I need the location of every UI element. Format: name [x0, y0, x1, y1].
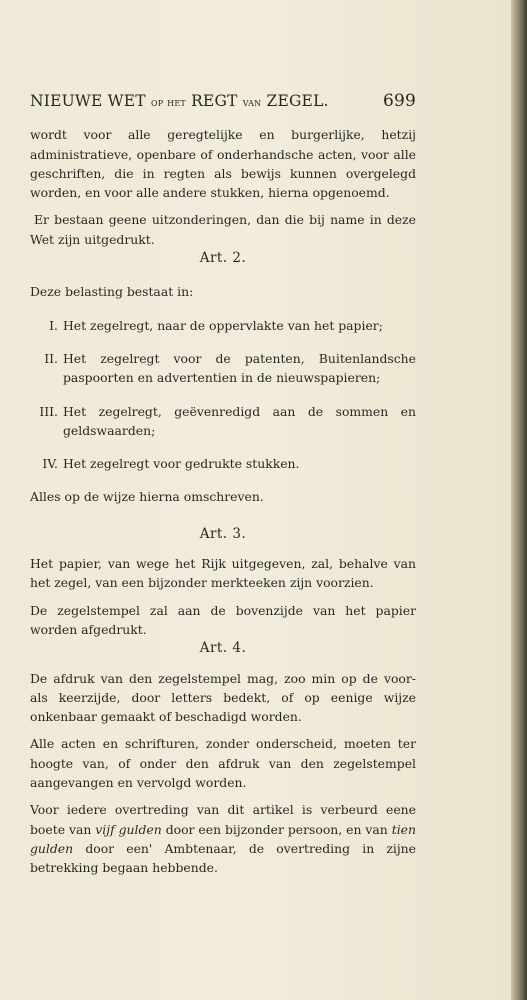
title-part: NIEUWE WET	[30, 92, 146, 110]
item-text: Het zegelregt, naar de oppervlakte van het papier;	[63, 317, 383, 333]
italic-amount: tien gulden	[30, 821, 416, 856]
book-spine	[511, 0, 527, 1000]
title-part: op het	[150, 95, 186, 109]
paragraph: De zegelstempel zal aan de bovenzijde van het papier worden afgedrukt.	[30, 602, 416, 637]
paragraph: De afdruk van den zegelstempel mag, zoo min op de voor- als keerzijde, door letters bedekt, of op eenige wijze onkenbaar gemaakt of beschadigd worden.	[30, 670, 416, 725]
paragraph: Alles op de wijze hierna omschreven.	[30, 489, 264, 505]
item-text: Het zegelregt voor gedrukte stukken.	[63, 456, 300, 472]
article-heading: Art. 3.	[199, 525, 247, 542]
title-part: REGT	[191, 92, 238, 110]
article-heading: Art. 4.	[199, 640, 247, 657]
title-part: ZEGEL.	[266, 92, 329, 110]
title-part: van	[242, 95, 262, 109]
paragraph: wordt voor alle geregtelijke en burgerlijke, hetzij administratieve, openbare of onderhandsche acten, voor alle geschriften, die in regten als bewijs kunnen overgelegd worden, en voor alle andere stukken, hierna opgenoemd.	[30, 127, 416, 201]
running-header	[30, 92, 416, 112]
item-number: II.	[44, 350, 58, 366]
running-title	[30, 92, 329, 112]
item-number: I.	[49, 317, 58, 333]
paragraph: Deze belasting bestaat in:	[30, 284, 194, 300]
item-text: Het zegelregt voor de patenten, Buitenlandsche paspoorten en advertentien in de nieuwspapieren;	[63, 350, 416, 386]
italic-amount: vijf gulden	[95, 821, 162, 837]
item-text: Het zegelregt, geëvenredigd aan de sommen en geldswaarden;	[63, 403, 416, 438]
paragraph: Het papier, van wege het Rijk uitgegeven, zal, behalve van het zegel, van een bijzonder merkteeken zijn voorzien.	[30, 556, 416, 591]
article-heading: Art. 2.	[199, 250, 247, 267]
page-number: 699	[382, 91, 416, 111]
text-run: door een bijzonder persoon, en van	[165, 821, 388, 837]
item-number: IV.	[42, 456, 58, 472]
list-item	[30, 454, 416, 473]
text-run: door een' Ambtenaar, de overtreding in zijne betrekking begaan hebbende.	[30, 840, 416, 876]
text-run: Voor iedere overtreding van dit artikel is verbeurd eene boete van	[30, 802, 416, 837]
paragraph: Er bestaan geene uitzonderingen, dan die bij name in deze Wet zijn uitgedrukt.	[30, 212, 416, 247]
list-item	[30, 316, 416, 335]
paragraph: Alle acten en schrifturen, zonder onderscheid, moeten ter hoogte van, of onder den afdruk van den zegelstempel aangevangen en vervolgd worden.	[30, 736, 416, 791]
paragraph	[30, 800, 416, 877]
list-item	[30, 349, 416, 388]
list-item	[30, 402, 416, 441]
item-number: III.	[39, 403, 58, 419]
page-text	[30, 92, 416, 878]
